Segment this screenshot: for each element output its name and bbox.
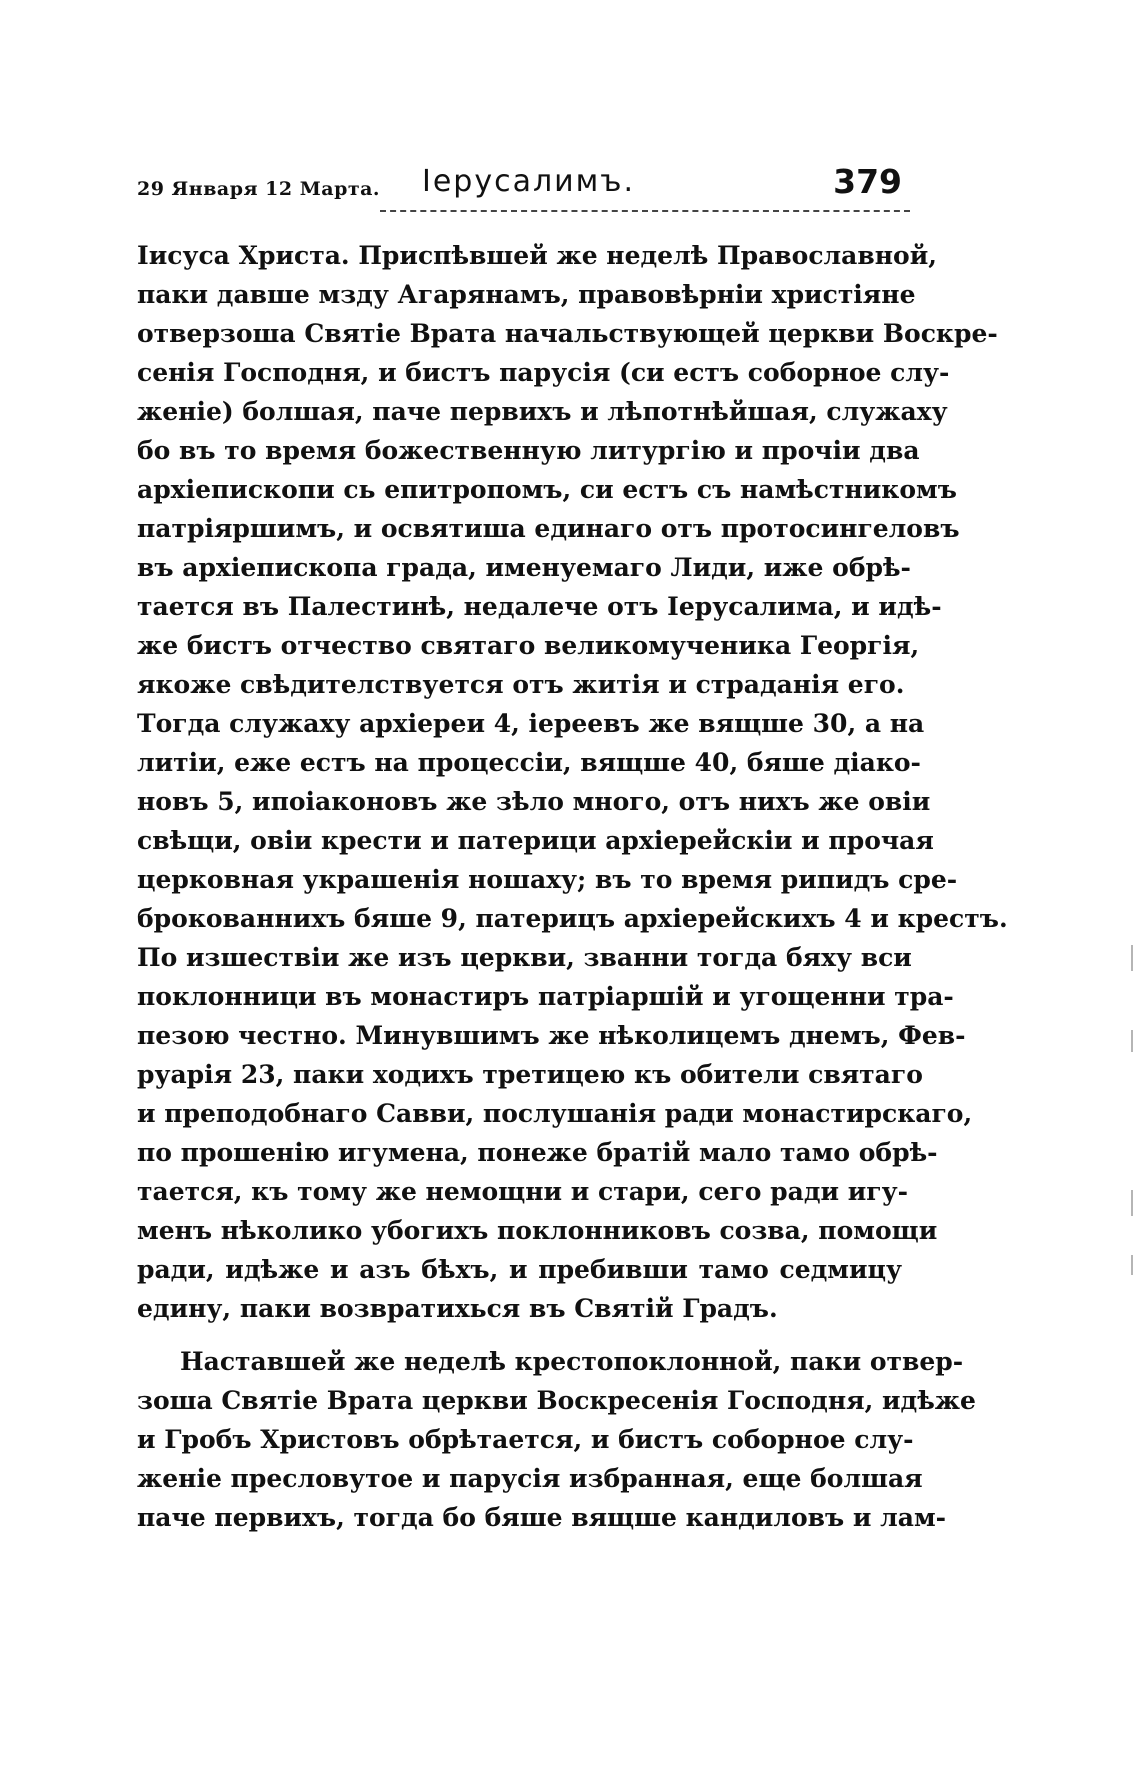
header-rule [380, 210, 910, 212]
text-line: бо въ то время божественную литургію и прочіи два [137, 436, 920, 465]
text-line: пезою честно. Минувшимъ же нѣколицемъ днемъ, Фев- [137, 1021, 966, 1050]
text-line: поклонници въ монастиръ патріаршій и угощенни тра- [137, 982, 954, 1011]
text-line: По изшествіи же изъ церкви, званни тогда бяху вси [137, 943, 912, 972]
text-line: зоша Святіе Врата церкви Воскресенія Господня, идѣже [137, 1386, 976, 1415]
text-line: руарія 23, паки ходихъ третицею къ обители святаго [137, 1060, 923, 1089]
text-line: брокованнихъ бяше 9, патерицъ архіерейскихъ 4 и крестъ. [137, 904, 1008, 933]
text-line: же бистъ отчество святаго великомученика Георгія, [137, 631, 920, 660]
text-line: ради, идѣже и азъ бѣхъ, и пребивши тамо седмицу [137, 1255, 902, 1284]
text-line: Тогда служаху архіереи 4, іереевъ же вящше 30, а на [137, 709, 925, 738]
text-line: менъ нѣколико убогихъ поклонниковъ созва, помощи [137, 1216, 938, 1245]
text-line: церковная украшенія ношаху; въ то время рипидъ сре- [137, 865, 958, 894]
running-header [137, 158, 902, 214]
text-line: патріяршимъ, и освятиша единаго отъ протосингеловъ [137, 514, 960, 543]
text-line: якоже свѣдителствуется отъ житія и страданія его. [137, 670, 905, 699]
text-line: едину, паки возвратихься въ Святій Градъ. [137, 1294, 778, 1323]
scan-margin-mark [1131, 1190, 1133, 1216]
scan-margin-mark [1131, 945, 1133, 971]
body-text [137, 236, 1008, 1537]
text-line: Іисуса Христа. Приспѣвшей же неделѣ Православной, [137, 241, 937, 270]
scan-margin-mark [1131, 1255, 1133, 1275]
text-line: тается, къ тому же немощни и стари, сего ради игу- [137, 1177, 908, 1206]
text-line: новъ 5, ипоіаконовъ же зѣло много, отъ нихъ же овіи [137, 787, 931, 816]
text-line: литіи, еже естъ на процессіи, вящше 40, бяше діако- [137, 748, 921, 777]
paragraph-2 [137, 1342, 976, 1537]
header-date: 29 Января 12 Марта. [137, 178, 381, 200]
page-number: 379 [833, 162, 902, 201]
text-line: женіе) болшая, паче первихъ и лѣпотнѣйшая, служаху [137, 397, 948, 426]
header-title: Іерусалимъ. [422, 164, 636, 199]
scan-margin-mark [1131, 1030, 1133, 1052]
text-line: женіе пресловутое и парусія избранная, еще болшая [137, 1464, 923, 1493]
text-line: и преподобнаго Савви, послушанія ради монастирскаго, [137, 1099, 973, 1128]
paragraph-1 [137, 236, 1008, 1328]
paragraph-gap [137, 1328, 902, 1342]
text-line: въ архіепископа града, именуемаго Лиди, иже обрѣ- [137, 553, 911, 582]
text-line: паче первихъ, тогда бо бяше вящше кандиловъ и лам- [137, 1503, 947, 1532]
text-line: паки давше мзду Агарянамъ, правовѣрніи христіяне [137, 280, 916, 309]
text-line: отверзоша Святіе Врата начальствующей церкви Воскре- [137, 319, 998, 348]
text-line: тается въ Палестинѣ, недалече отъ Іерусалима, и идѣ- [137, 592, 942, 621]
text-line: свѣщи, овіи крести и патерици архіерейскіи и прочая [137, 826, 934, 855]
text-line: Наставшей же неделѣ крестопоклонной, паки отвер- [180, 1347, 964, 1376]
text-line: архіепископи сь епитропомъ, си естъ съ намѣстникомъ [137, 475, 957, 504]
text-line: и Гробъ Христовъ обрѣтается, и бистъ соборное слу- [137, 1425, 914, 1454]
text-line: по прошенію игумена, понеже братій мало тамо обрѣ- [137, 1138, 938, 1167]
text-line: сенія Господня, и бистъ парусія (си естъ соборное слу- [137, 358, 950, 387]
